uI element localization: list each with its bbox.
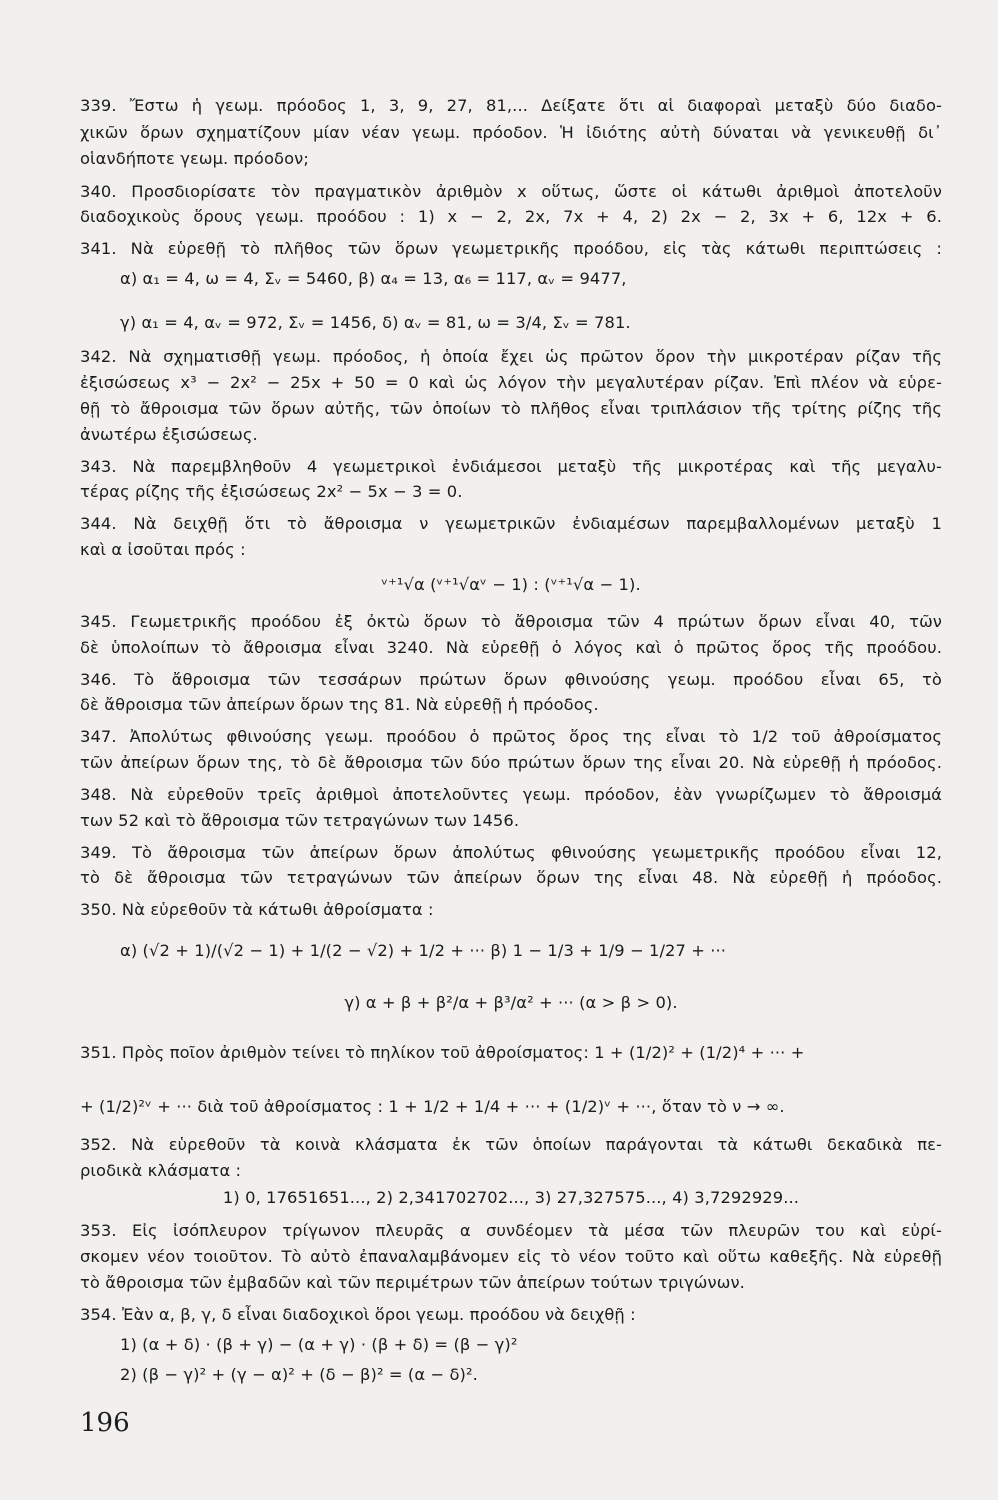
text-line: σκομεν νέον τοιοῦτον. Τὸ αὐτὸ ἐπαναλαμβάνομεν εἰς τὸ νέον τοῦτο καὶ οὕτω καθεξῆς. Νὰ εὑρεθῇ <box>80 1247 942 1266</box>
formula-line: γ) α + β + β²/α + β³/α² + ··· (α > β > 0). <box>344 993 678 1012</box>
formula-line: 2) (β − γ)² + (γ − α)² + (δ − β)² = (α − δ)². <box>120 1365 478 1384</box>
formula-line: α) α₁ = 4, ω = 4, Σᵥ = 5460, β) α₄ = 13, α₆ = 117, αᵥ = 9477, <box>120 269 627 288</box>
text-line: 342. Νὰ σχηματισθῇ γεωμ. πρόοδος, ἡ ὁποία ἔχει ὡς πρῶτον ὅρον τὴν μικροτέραν ρίζαν τῆς <box>80 347 942 366</box>
text-line: τέρας ρίζης τῆς ἐξισώσεως 2x² − 5x − 3 = 0. <box>80 482 463 501</box>
text-line: 354. Ἐὰν α, β, γ, δ εἶναι διαδοχικοὶ ὅροι γεωμ. προόδου νὰ δειχθῇ : <box>80 1305 636 1324</box>
text-line: ἐξισώσεως x³ − 2x² − 25x + 50 = 0 καὶ ὡς λόγον τὴν μεγαλυτέραν ρίζαν. Ἐπὶ πλέον νὰ εὑρε- <box>80 373 942 392</box>
text-line: των 52 καὶ τὸ ἄθροισμα τῶν τετραγώνων των 1456. <box>80 811 520 830</box>
text-line: 339. Ἔστω ἡ γεωμ. πρόοδος 1, 3, 9, 27, 81,... Δείξατε ὅτι αἱ διαφοραὶ μεταξὺ δύο διαδο- <box>80 96 942 115</box>
formula-line: ᵛ⁺¹√α (ᵛ⁺¹√αᵛ − 1) : (ᵛ⁺¹√α − 1). <box>381 575 641 594</box>
text-line: τὸ δὲ ἄθροισμα τῶν τετραγώνων τῶν ἀπείρων ὅρων της εἶναι 48. Νὰ εὑρεθῇ ἡ πρόοδος. <box>80 868 942 887</box>
text-line: 345. Γεωμετρικῆς προόδου ἐξ ὀκτὼ ὅρων τὸ ἄθροισμα τῶν 4 πρώτων ὅρων εἶναι 40, τῶν <box>80 612 942 631</box>
text-line: τῶν ἀπείρων ὅρων της, τὸ δὲ ἄθροισμα τῶν δύο πρώτων ὅρων της εἶναι 20. Νὰ εὑρεθῇ ἡ πρόοδος. <box>80 753 942 772</box>
text-line: δὲ ἄθροισμα τῶν ἀπείρων ὅρων της 81. Νὰ εὑρεθῇ ἡ πρόοδος. <box>80 695 599 714</box>
page-number: 196 <box>80 1408 130 1438</box>
text-line: 353. Εἰς ἰσόπλευρον τρίγωνον πλευρᾶς α συνδέομεν τὰ μέσα τῶν πλευρῶν του καὶ εὑρί- <box>80 1221 942 1240</box>
text-line: 352. Νὰ εὑρεθοῦν τὰ κοινὰ κλάσματα ἐκ τῶν ὁποίων παράγονται τὰ κάτωθι δεκαδικὰ πε- <box>80 1135 942 1154</box>
text-line: 344. Νὰ δειχθῇ ὅτι τὸ ἄθροισμα ν γεωμετρικῶν ἐνδιαμέσων παρεμβαλλομένων μεταξὺ 1 <box>80 514 942 533</box>
text-line: 343. Νὰ παρεμβληθοῦν 4 γεωμετρικοὶ ἐνδιάμεσοι μεταξὺ τῆς μικροτέρας καὶ τῆς μεγαλυ- <box>80 457 942 476</box>
text-line: 346. Τὸ ἄθροισμα τῶν τεσσάρων πρώτων ὅρων φθινούσης γεωμ. προόδου εἶναι 65, τὸ <box>80 670 942 689</box>
text-line: 340. Προσδιορίσατε τὸν πραγματικὸν ἀριθμὸν x οὕτως, ὥστε οἱ κάτωθι ἀριθμοὶ ἀποτελοῦν <box>80 182 942 201</box>
text-line: ριοδικὰ κλάσματα : <box>80 1161 242 1180</box>
text-line: 351. Πρὸς ποῖον ἀριθμὸν τείνει τὸ πηλίκον τοῦ ἀθροίσματος: 1 + (1/2)² + (1/2)⁴ + ··· + <box>80 1043 805 1062</box>
text-line: δὲ ὑπολοίπων τὸ ἄθροισμα εἶναι 3240. Νὰ εὑρεθῇ ὁ λόγος καὶ ὁ πρῶτος ὅρος τῆς προόδου. <box>80 638 942 657</box>
text-line: 348. Νὰ εὑρεθοῦν τρεῖς ἀριθμοὶ ἀποτελοῦντες γεωμ. πρόοδον, ἐὰν γνωρίζωμεν τὸ ἄθροισμά <box>80 785 942 804</box>
text-line: καὶ α ἰσοῦται πρός : <box>80 540 246 559</box>
formula-line: α) (√2 + 1)/(√2 − 1) + 1/(2 − √2) + 1/2 + ··· β) 1 − 1/3 + 1/9 − 1/27 + ··· <box>120 941 727 960</box>
text-line: 350. Νὰ εὑρεθοῦν τὰ κάτωθι ἀθροίσματα : <box>80 900 434 919</box>
formula-line: γ) α₁ = 4, αᵥ = 972, Σᵥ = 1456, δ) αᵥ = 81, ω = 3/4, Σᵥ = 781. <box>120 313 631 332</box>
text-line: 347. Ἀπολύτως φθινούσης γεωμ. προόδου ὁ πρῶτος ὅρος της εἶναι τὸ 1/2 τοῦ ἀθροίσματος <box>80 727 942 746</box>
text-line: οἱανδήποτε γεωμ. πρόοδον; <box>80 149 309 168</box>
text-line: θῇ τὸ ἄθροισμα τῶν ὅρων αὐτῆς, τῶν ὁποίων τὸ πλῆθος εἶναι τριπλάσιον τῆς τρίτης ρίζης τῆς <box>80 399 942 418</box>
text-line: χικῶν ὅρων σχηματίζουν μίαν νέαν γεωμ. πρόοδον. Ἡ ἰδιότης αὐτὴ δύναται νὰ γενικευθῇ δι᾽ <box>80 123 942 142</box>
text-line: ἀνωτέρω ἐξισώσεως. <box>80 425 258 444</box>
formula-line: 1) 0, 17651651..., 2) 2,341702702..., 3) 27,327575..., 4) 3,7292929... <box>222 1188 800 1207</box>
formula-line: + (1/2)²ᵛ + ··· διὰ τοῦ ἀθροίσματος : 1 + 1/2 + 1/4 + ··· + (1/2)ᵛ + ···, ὅταν τὸ ν → ∞. <box>80 1097 785 1116</box>
formula-line: 1) (α + δ) · (β + γ) − (α + γ) · (β + δ) = (β − γ)² <box>120 1335 518 1354</box>
text-line: 341. Νὰ εὑρεθῇ τὸ πλῆθος τῶν ὅρων γεωμετρικῆς προόδου, εἰς τὰς κάτωθι περιπτώσεις : <box>80 239 942 258</box>
text-line: διαδοχικοὺς ὅρους γεωμ. προόδου : 1) x − 2, 2x, 7x + 4, 2) 2x − 2, 3x + 6, 12x + 6. <box>80 207 942 226</box>
text-line: 349. Τὸ ἄθροισμα τῶν ἀπείρων ὅρων ἀπολύτως φθινούσης γεωμετρικῆς προόδου εἶναι 12, <box>80 843 942 862</box>
text-line: τὸ ἄθροισμα τῶν ἐμβαδῶν καὶ τῶν περιμέτρων τῶν ἀπείρων τούτων τριγώνων. <box>80 1273 745 1292</box>
